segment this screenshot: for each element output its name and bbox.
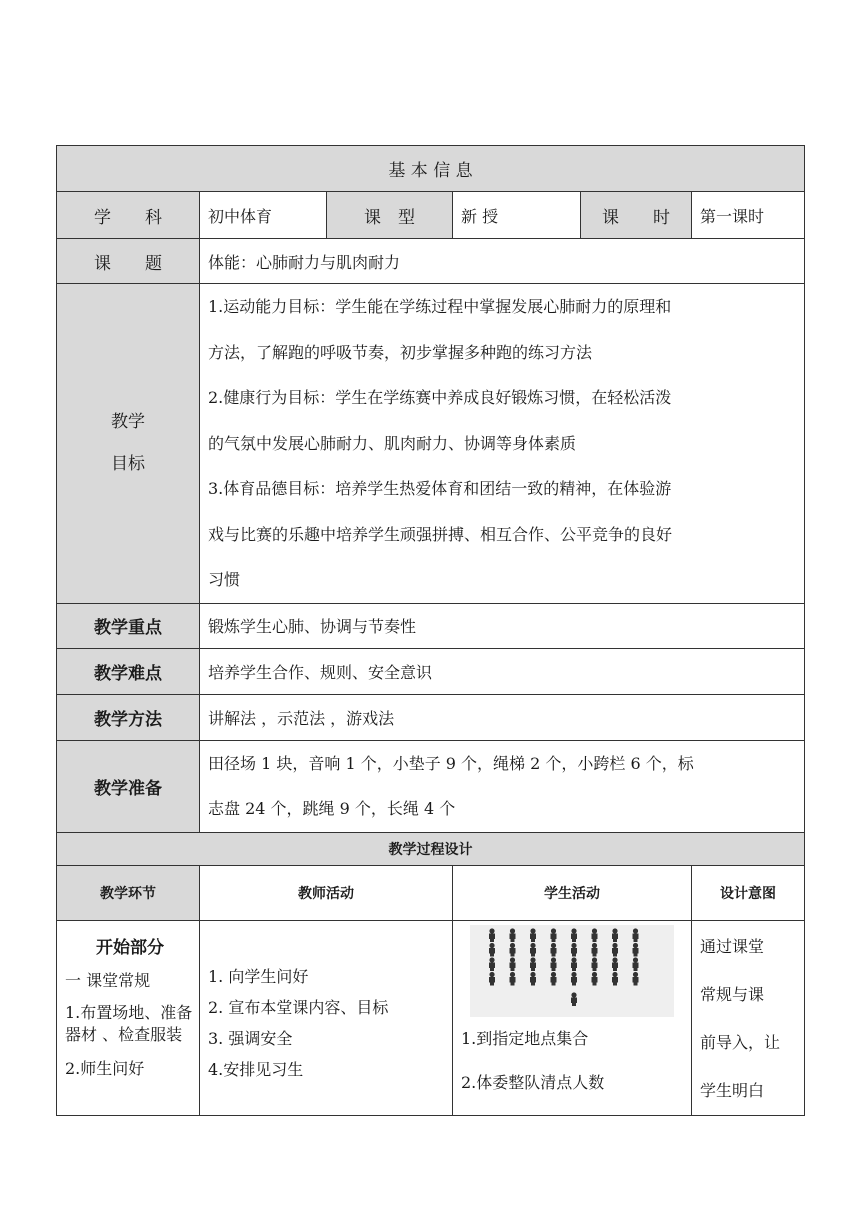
- goals-label-line1: 教学: [111, 412, 145, 433]
- student-figure-icon: [551, 942, 557, 956]
- lesson-type-label: 课 型: [327, 192, 453, 239]
- teacher-activity-cell: [200, 920, 453, 1115]
- student-figure-icon: [612, 971, 618, 985]
- teacher-activity-item: 3. 强调安全: [208, 1028, 293, 1048]
- topic-value: 体能：心肺耐力与肌肉耐力: [200, 239, 805, 284]
- difficulty-value: 培养学生合作、规则、安全意识: [200, 648, 805, 694]
- formation-diagram: [470, 925, 674, 1017]
- col-header-teacher: 教师活动: [200, 865, 453, 920]
- student-figure-icon: [633, 957, 639, 971]
- subject-label: 学 科: [57, 192, 200, 239]
- student-figure-icon: [530, 928, 536, 942]
- preparation-label: 教学准备: [57, 740, 200, 832]
- teacher-activity-item: 2. 宣布本堂课内容、目标: [208, 997, 389, 1017]
- intent-line: 学生明白: [700, 1080, 765, 1100]
- student-figure-icon: [633, 942, 639, 956]
- student-figure-icon: [612, 942, 618, 956]
- intent-line: 前导入，让: [700, 1032, 781, 1052]
- col-header-stage: 教学环节: [57, 865, 200, 920]
- student-figure-icon: [510, 928, 516, 942]
- period-label: 课 时: [581, 192, 692, 239]
- key-point-value: 锻炼学生心肺、协调与节奏性: [200, 603, 805, 648]
- student-figure-icon: [592, 971, 598, 985]
- student-figure-icon: [489, 942, 495, 956]
- student-figure-icon: [530, 957, 536, 971]
- student-activity-cell: [453, 920, 692, 1115]
- student-figure-icon: [612, 928, 618, 942]
- stage-item: 1.布置场地、准备器材 、检查服装: [65, 1002, 193, 1044]
- goals-label: [57, 284, 200, 604]
- student-figure-icon: [510, 957, 516, 971]
- preparation-line: 田径场 1 块，音响 1 个，小垫子 9 个，绳梯 2 个，小跨栏 6 个，标: [208, 753, 694, 773]
- student-figure-icon: [592, 957, 598, 971]
- method-label: 教学方法: [57, 694, 200, 740]
- goal-line: 戏与比赛的乐趣中培养学生顽强拼搏、相互合作、公平竞争的良好: [208, 524, 673, 544]
- method-value: 讲解法 ，示范法 ，游戏法: [200, 694, 805, 740]
- stage-title: 开始部分: [96, 937, 164, 958]
- student-figure-icon: [510, 971, 516, 985]
- intent-line: 常规与课: [700, 984, 765, 1004]
- period-value: 第一课时: [692, 192, 805, 239]
- preparation-line: 志盘 24 个，跳绳 9 个，长绳 4 个: [208, 799, 456, 818]
- goal-line: 1.运动能力目标：学生能在学练过程中掌握发展心肺耐力的原理和: [208, 297, 672, 316]
- student-activity-item: 1.到指定地点集合: [461, 1028, 589, 1048]
- goal-line: 3.体育品德目标：培养学生热爱体育和团结一致的精神，在体验游: [208, 479, 672, 498]
- student-figure-icon: [530, 942, 536, 956]
- student-figure-icon: [612, 957, 618, 971]
- topic-label: 课 题: [57, 239, 200, 284]
- student-figure-icon: [530, 971, 536, 985]
- goal-line: 的气氛中发展心肺耐力、肌肉耐力、协调等身体素质: [208, 433, 577, 453]
- difficulty-label: 教学难点: [57, 648, 200, 694]
- stage-item: 一 课堂常规: [65, 970, 151, 990]
- preparation-content: [200, 740, 805, 832]
- teacher-activity-item: 4.安排见习生: [208, 1059, 304, 1079]
- student-activity-item: 2.体委整队清点人数: [461, 1072, 605, 1092]
- goal-line: 方法，了解跑的呼吸节奏，初步掌握多种跑的练习方法: [208, 342, 593, 362]
- stage-item: 2.师生问好: [65, 1058, 145, 1078]
- student-figure-icon: [489, 957, 495, 971]
- student-figure-icon: [489, 971, 495, 985]
- intent-line: 通过课堂: [700, 936, 765, 956]
- student-figure-icon: [551, 971, 557, 985]
- key-point-label: 教学重点: [57, 603, 200, 648]
- student-figure-icon: [571, 928, 577, 942]
- student-figure-icon: [633, 971, 639, 985]
- student-figure-icon: [510, 942, 516, 956]
- goals-content: [200, 284, 805, 604]
- student-figure-icon: [571, 992, 577, 1006]
- goals-label-line2: 目标: [111, 454, 145, 475]
- col-header-student: 学生活动: [453, 865, 692, 920]
- lesson-type-value: 新 授: [453, 192, 581, 239]
- student-figure-icon: [551, 957, 557, 971]
- student-figure-icon: [633, 928, 639, 942]
- student-figure-icon: [489, 928, 495, 942]
- teacher-activity-item: 1. 向学生问好: [208, 966, 309, 986]
- process-heading: 教学过程设计: [57, 832, 805, 865]
- student-figure-icon: [571, 971, 577, 985]
- student-figure-icon: [592, 928, 598, 942]
- student-figure-icon: [571, 957, 577, 971]
- col-header-intent: 设计意图: [692, 865, 805, 920]
- goal-line: 2.健康行为目标：学生在学练赛中养成良好锻炼习惯，在轻松活泼: [208, 388, 672, 407]
- lesson-plan-table: [56, 145, 805, 1116]
- intent-cell: [692, 920, 805, 1115]
- student-figure-icon: [551, 928, 557, 942]
- goal-line: 习惯: [208, 570, 241, 589]
- basic-info-heading: 基 本 信 息: [57, 146, 805, 192]
- subject-value: 初中体育: [200, 192, 327, 239]
- student-figure-icon: [571, 942, 577, 956]
- student-figure-icon: [592, 942, 598, 956]
- stage-cell: [57, 920, 200, 1115]
